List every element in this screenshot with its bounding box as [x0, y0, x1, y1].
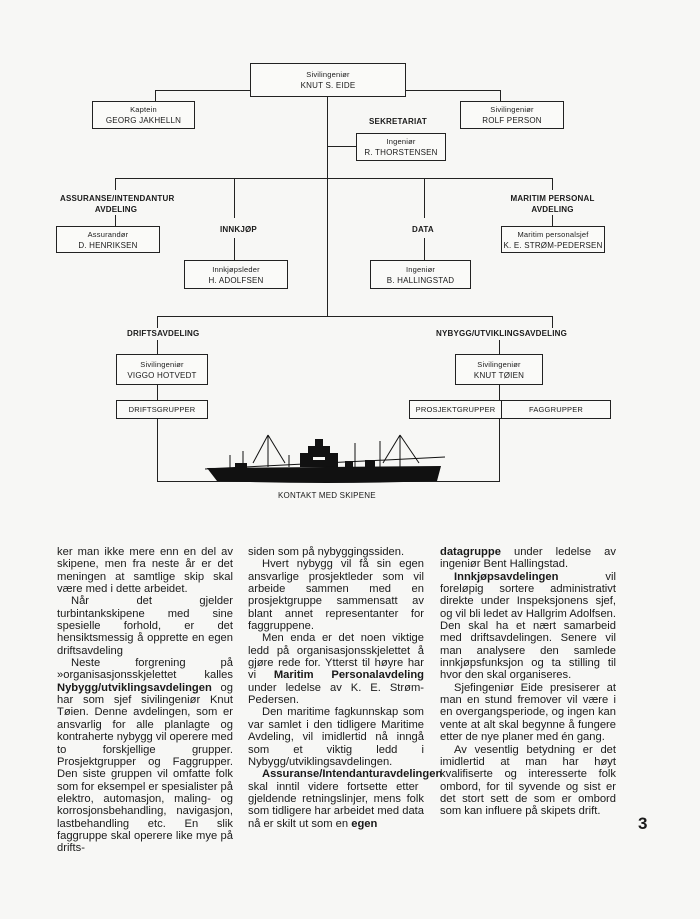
connector — [234, 178, 235, 218]
dept-innkjop-title: Innkjøpsleder — [212, 264, 260, 274]
drift-name: VIGGO HOTVEDT — [127, 370, 197, 380]
prosjektgrupper-label: PROSJEKTGRUPPER — [415, 405, 496, 414]
paragraph: ker man ikke mere enn en del av skipene, men fra neste år er det meningen at samtlige skip skal være med i dette arbeidet. — [57, 546, 233, 596]
dept-personal-title: Maritim personalsjef — [517, 229, 589, 239]
faggrupper-label: FAGGRUPPER — [528, 405, 584, 414]
text-run: under ledelse av K. E. Strøm-Pedersen. — [248, 681, 424, 707]
dept-personal-label — [505, 193, 600, 215]
connector — [424, 178, 425, 218]
text-column-1 — [57, 546, 233, 855]
secretariat-title: Ingeniør — [386, 137, 416, 146]
faggrupper-box — [501, 400, 611, 419]
paragraph: Sjefingeniør Eide presiserer at man en stund fremover vil være i en overgangsperiode, og ingen kan vente at alt skal begynne å fungere etter de nye planer med én gang. — [440, 681, 616, 744]
bold-term: Maritim Personalavdeling — [273, 669, 424, 682]
text-run: Neste forgrening på »organisasjonsskjelettet kalles — [57, 657, 233, 682]
connector — [157, 316, 158, 328]
dept-personal-label-line2: AVDELING — [531, 205, 574, 214]
nybygg-box — [455, 354, 543, 385]
trunk-line — [327, 96, 328, 316]
captain-box — [92, 101, 195, 129]
connector — [157, 340, 158, 354]
paragraph: Når det gjelder turbintankskipene med sine spesielle forhold, er det hensiktsmessig å opprette en egen driftsavdeling — [57, 595, 233, 657]
driftsgrupper-box — [116, 400, 208, 419]
text-run: vil foreløpig sortere administrativt direkte under Inspeksjonens sjef, og vil bli ledet av Hallgrim Adolfsen. Den skal ha et nært samarbeid med driftsavdelingen. Senere vil man analysere den samlede innkjøpsfunksjon og ta stilling til hvor den skal organiseres. — [440, 570, 616, 682]
dept-assurance-name: D. HENRIKSEN — [78, 240, 138, 250]
text-column-2 — [248, 546, 443, 830]
dept-innkjop-label: INNKJØP — [220, 225, 257, 234]
connector — [157, 316, 552, 317]
connector — [328, 146, 356, 147]
ceo-name: KNUT S. EIDE — [300, 81, 356, 90]
dept-personal-name: K. E. STRØM-PEDERSEN — [503, 240, 603, 250]
text-run: og har som sjef sivilingeniør Knut Tøien. Denne avdelingen, som er ansvarlig for alle planlagte og kontraherte nybygg vil operere med to forskjellige grupper. Prosjektgrupper og Faggrupper. Den siste gruppen vil omfatte folk som for eksempel er spesialister på elektro, automasjon, maling- og korrosjonsbehandling, navigasjon, lastbehandling etc. En slik faggruppe skal operere like mye på drifts- — [57, 681, 233, 855]
drift-box — [116, 354, 208, 385]
captain-name: GEORG JAKHELLN — [105, 116, 182, 125]
paragraph — [248, 632, 424, 706]
ceo-box — [250, 63, 406, 97]
bold-term: egen — [351, 817, 378, 830]
paragraph: Hvert nybygg vil få sin egen ansvarlige prosjektleder som vil arbeide sammen med en prosjektgruppe sammensatt av blant annet representanter for faggruppene. — [248, 558, 424, 633]
text-column-3 — [440, 546, 616, 818]
connector — [552, 316, 553, 328]
paragraph: siden som på nybyggingssiden. — [248, 546, 405, 558]
paragraph — [440, 571, 616, 682]
secretariat-name: R. THORSTENSEN — [364, 148, 438, 157]
connector — [499, 385, 500, 400]
dept-assurance-label-line2: AVDELING — [94, 205, 138, 214]
connector — [157, 385, 158, 400]
nybygg-title: Sivilingeniør — [477, 359, 521, 369]
dept-data-title: Ingeniør — [405, 264, 436, 274]
nybygg-label: NYBYGG/UTVIKLINGSAVDELING — [436, 329, 568, 338]
bold-term: Innkjøpsavdelingen — [454, 570, 559, 583]
dept-personal-label-line1: MARITIM PERSONAL — [510, 194, 595, 203]
paragraph — [248, 768, 443, 830]
secretariat-label: SEKRETARIAT — [369, 117, 427, 126]
connector — [499, 419, 500, 481]
captain-title: Kaptein — [130, 105, 157, 114]
cargo-ship-image — [205, 433, 445, 488]
connector — [157, 419, 158, 481]
paragraph — [440, 546, 616, 571]
engineer-person-box — [460, 101, 564, 129]
engineer-person-title: Sivilingeniør — [490, 105, 534, 114]
page-number: 3 — [638, 814, 648, 833]
connector — [405, 90, 500, 91]
dept-assurance-box — [56, 226, 160, 253]
drift-title: Sivilingeniør — [140, 359, 184, 369]
text-run: Men enda er det noen viktige ledd på organisasjonsskjelettet å gjøre rede for. Ytterst til høyre har vi — [248, 632, 424, 682]
bold-term: datagruppe — [440, 546, 501, 558]
connector — [115, 178, 552, 179]
connector — [552, 178, 553, 190]
engineer-person-name: ROLF PERSON — [482, 116, 542, 125]
connector — [115, 178, 116, 190]
paragraph: Av vesentlig betydning er det imidlertid at man har høyt kvalifiserte og interesserte folk ombord, for til syvende og sist er det stort sett de som er ombord som kan influere på skipets drift. — [440, 743, 616, 818]
prosjektgrupper-box — [409, 400, 502, 419]
dept-data-box — [370, 260, 471, 289]
paragraph — [57, 657, 233, 855]
ship-caption: KONTAKT MED SKIPENE — [278, 491, 376, 500]
driftsgrupper-label: DRIFTSGRUPPER — [128, 405, 196, 414]
dept-innkjop-box — [184, 260, 288, 289]
bold-term: Assuranse/Intendanturavdelingen — [262, 768, 443, 781]
dept-assurance-title: Assurandør — [87, 229, 129, 239]
nybygg-name: KNUT TØIEN — [473, 370, 525, 380]
text-run: under ledelse av ingeniør Bent Hallingstad. — [440, 546, 616, 571]
dept-data-name: B. HALLINGSTAD — [386, 275, 455, 285]
connector — [155, 90, 250, 91]
connector — [234, 238, 235, 260]
dept-assurance-label-line1: ASSURANSE/INTENDANTUR — [60, 194, 175, 203]
connector — [499, 340, 500, 354]
dept-data-label: DATA — [412, 225, 434, 234]
paragraph: Den maritime fagkunnskap som var samlet i den tidligere Maritime Avdeling, vil imidlertid nå inngå som et viktig ledd i Nybygg/utviklingsavdelingen. — [248, 706, 424, 768]
text-run: skal inntil videre fortsette etter gjeldende retningslinjer, mens folk som tidligere har arbeidet med data nå er skilt ut som en — [248, 780, 424, 830]
connector — [424, 238, 425, 260]
dept-personal-box — [501, 226, 605, 253]
bold-term: Nybygg/utviklingsavdelingen — [57, 681, 212, 694]
secretariat-box — [356, 133, 446, 161]
ceo-title: Sivilingeniør — [306, 70, 350, 79]
dept-assurance-label — [60, 193, 175, 215]
dept-innkjop-name: H. ADOLFSEN — [208, 275, 264, 285]
drift-label: DRIFTSAVDELING — [127, 329, 200, 338]
